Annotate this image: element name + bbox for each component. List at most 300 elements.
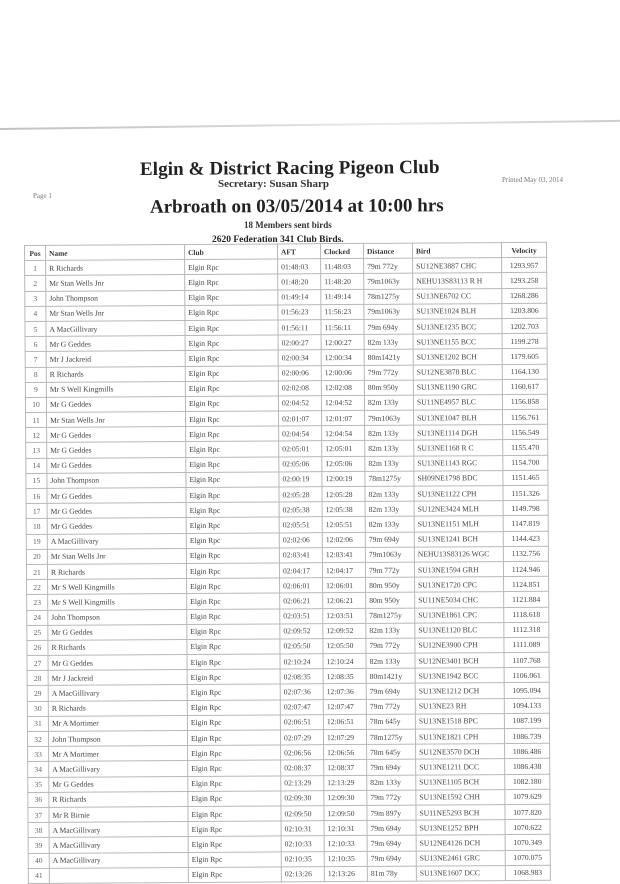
cell-bird: SU11NE5034 CHC — [415, 592, 504, 608]
cell-name: R Richards — [47, 563, 186, 579]
cell-aft: 01:48:03 — [278, 259, 321, 274]
cell-club: Elgin Rpc — [188, 745, 281, 761]
col-clocked: Clocked — [320, 243, 363, 258]
cell-club: Elgin Rpc — [187, 624, 280, 640]
cell-aft: 02:02:06 — [279, 532, 322, 547]
cell-aft: 01:56:23 — [278, 304, 321, 319]
cell-clocked: 11:49:14 — [321, 289, 364, 304]
cell-name: John Thompson — [48, 609, 187, 625]
cell-velocity: 1070.349 — [505, 835, 550, 850]
col-club: Club — [185, 244, 278, 260]
cell-bird: SU13NE1211 DCC — [416, 759, 505, 775]
cell-name: Mr G Geddes — [47, 503, 186, 519]
cell-pos: 11 — [26, 412, 47, 427]
cell-bird: SU13NE1821 CPH — [415, 729, 504, 745]
cell-aft: 02:09:50 — [281, 806, 324, 821]
cell-aft: 02:07:36 — [280, 684, 323, 699]
cell-aft: 02:05:06 — [279, 456, 322, 471]
cell-name: R Richards — [48, 639, 187, 655]
cell-pos: 30 — [27, 701, 48, 716]
cell-clocked: 12:05:51 — [322, 517, 365, 532]
cell-pos: 26 — [27, 640, 48, 655]
cell-aft: 02:13:26 — [281, 866, 324, 881]
cell-clocked: 12:06:21 — [323, 593, 366, 608]
cell-name: Mr G Geddes — [47, 427, 186, 443]
cell-distance: 79m1063y — [365, 547, 414, 562]
cell-velocity: 1268.286 — [502, 288, 547, 303]
cell-clocked: 12:10:35 — [324, 851, 367, 866]
cell-clocked: 12:05:28 — [322, 486, 365, 501]
col-aft: AFT — [277, 244, 320, 259]
cell-club: Elgin Rpc — [186, 411, 279, 427]
cell-distance: 79m 694y — [366, 684, 415, 699]
cell-pos: 15 — [26, 473, 47, 488]
cell-pos: 4 — [25, 306, 46, 321]
cell-club: Elgin Rpc — [186, 441, 279, 457]
cell-velocity: 1094.133 — [504, 698, 549, 713]
cell-distance: 79m1063y — [364, 274, 413, 289]
cell-bird: SU13NE1594 GRH — [414, 562, 503, 578]
cell-clocked: 12:07:29 — [323, 729, 366, 744]
cell-velocity: 1160.617 — [502, 379, 547, 394]
cell-aft: 02:00:06 — [278, 365, 321, 380]
cell-velocity: 1112.318 — [504, 622, 549, 637]
cell-distance: 78m 645y — [366, 714, 415, 729]
cell-clocked: 12:10:24 — [323, 653, 366, 668]
cell-aft: 02:04:54 — [279, 426, 322, 441]
cell-club: Elgin Rpc — [186, 472, 279, 488]
cell-aft: 02:00:34 — [278, 350, 321, 365]
cell-bird: SU13NE1190 GRC — [413, 379, 502, 395]
cell-velocity: 1151.465 — [503, 470, 548, 485]
cell-name: Mr Stan Wells Jnr — [47, 412, 186, 428]
cell-pos: 38 — [28, 822, 49, 837]
cell-pos: 27 — [27, 655, 48, 670]
cell-bird: SU13NE1155 BCC — [413, 334, 502, 350]
cell-velocity: 1121.884 — [504, 592, 549, 607]
cell-clocked: 12:06:51 — [323, 714, 366, 729]
cell-clocked: 12:06:56 — [324, 745, 367, 760]
cell-club: Elgin Rpc — [185, 350, 278, 366]
cell-distance: 80m 950y — [366, 577, 415, 592]
cell-name: A MacGillivary — [48, 685, 187, 701]
cell-name: R Richards — [49, 791, 188, 807]
cell-pos: 39 — [28, 838, 49, 853]
club-title: Elgin & District Racing Pigeon Club — [139, 156, 440, 181]
cell-club: Elgin Rpc — [186, 548, 279, 564]
cell-aft: 02:05:51 — [279, 517, 322, 532]
cell-aft: 02:05:38 — [279, 502, 322, 517]
cell-aft: 02:10:35 — [281, 851, 324, 866]
cell-clocked: 12:09:52 — [323, 623, 366, 638]
cell-bird: SU13NE1105 BCH — [416, 774, 505, 790]
cell-clocked: 12:02:08 — [321, 380, 364, 395]
cell-distance: 78m1275y — [365, 471, 414, 486]
cell-bird: SU13NE23 RH — [415, 698, 504, 714]
cell-pos: 20 — [26, 549, 47, 564]
cell-club: Elgin Rpc — [185, 365, 278, 381]
cell-bird: SU13NE1202 BCH — [413, 349, 502, 365]
cell-velocity: 1156.549 — [503, 425, 548, 440]
cell-name: John Thompson — [46, 290, 185, 306]
cell-name: Mr S Well Kingmills — [48, 579, 187, 595]
cell-club: Elgin Rpc — [187, 715, 280, 731]
cell-aft: 02:00:19 — [279, 471, 322, 486]
secretary: Secretary: Susan Sharp — [218, 178, 330, 190]
cell-aft: 01:48:20 — [278, 274, 321, 289]
cell-bird: SU13NE2461 GRC — [416, 850, 505, 866]
cell-club: Elgin Rpc — [187, 654, 280, 670]
cell-aft: 02:05:50 — [280, 639, 323, 654]
cell-bird: SU13NE1592 CHH — [416, 789, 505, 805]
cell-clocked: 12:04:52 — [321, 395, 364, 410]
cell-clocked: 11:56:11 — [321, 319, 364, 334]
cell-name: Mr S Well Kingmills — [48, 594, 187, 610]
cell-club: Elgin Rpc — [187, 639, 280, 655]
cell-aft: 02:04:52 — [278, 396, 321, 411]
cell-distance: 82m 133y — [365, 425, 414, 440]
cell-name: Mr G Geddes — [47, 457, 186, 473]
cell-distance: 80m 950y — [366, 592, 415, 607]
cell-clocked: 12:07:36 — [323, 684, 366, 699]
cell-bird: NEHU13S83113 R H — [413, 273, 502, 289]
cell-velocity: 1086.486 — [505, 743, 550, 758]
cell-bird: SU13NE1143 RGC — [414, 455, 503, 471]
cell-velocity: 1124.946 — [503, 561, 548, 576]
cell-name: R Richards — [46, 366, 185, 382]
cell-pos: 5 — [25, 321, 46, 336]
cell-bird: SU12NE3900 CPH — [415, 637, 504, 653]
cell-distance: 82m 133y — [366, 653, 415, 668]
cell-name: Mr G Geddes — [47, 518, 186, 534]
cell-club: Elgin Rpc — [187, 578, 280, 594]
cell-club: Elgin Rpc — [187, 608, 280, 624]
cell-club: Elgin Rpc — [186, 563, 279, 579]
cell-distance: 79m 897y — [367, 805, 416, 820]
cell-distance: 79m 772y — [364, 258, 413, 273]
cell-bird: SU13NE1024 BLH — [413, 303, 502, 319]
cell-velocity: 1293.258 — [502, 273, 547, 288]
cell-velocity: 1106.061 — [504, 668, 549, 683]
cell-velocity: 1149.798 — [503, 500, 548, 515]
cell-distance: 82m 133y — [365, 516, 414, 531]
cell-bird: SU13NE1720 CPC — [415, 577, 504, 593]
cell-club: Elgin Rpc — [188, 821, 281, 837]
cell-clocked: 11:48:20 — [321, 274, 364, 289]
cell-clocked: 12:05:06 — [322, 456, 365, 471]
cell-aft: 02:09:52 — [280, 623, 323, 638]
cell-distance: 82m 133y — [366, 623, 415, 638]
cell-club: Elgin Rpc — [186, 426, 279, 442]
cell-aft: 02:10:33 — [281, 836, 324, 851]
cell-bird: SU13NE1114 DGH — [414, 425, 503, 441]
cell-name: Mr G Geddes — [47, 442, 186, 458]
cell-aft: 02:01:07 — [279, 411, 322, 426]
cell-bird: SU12NE3570 DCH — [416, 744, 505, 760]
cell-clocked: 12:03:51 — [323, 608, 366, 623]
cell-bird: SU13NE1942 BCC — [415, 668, 504, 684]
cell-pos: 16 — [26, 488, 47, 503]
cell-distance: 79m 694y — [367, 851, 416, 866]
col-bird: Bird — [412, 243, 501, 259]
cell-distance: 79m1063y — [364, 304, 413, 319]
cell-distance: 78m1275y — [366, 608, 415, 623]
cell-name: Mr G Geddes — [48, 624, 187, 640]
cell-club: Elgin Rpc — [188, 760, 281, 776]
cell-aft: 02:10:24 — [280, 654, 323, 669]
cell-distance: 79m 694y — [364, 319, 413, 334]
cell-name: Mr A Mortimer — [49, 746, 188, 762]
cell-velocity: 1199.278 — [502, 333, 547, 348]
cell-club: Elgin Rpc — [187, 700, 280, 716]
cell-name: Mr J Jackreid — [48, 670, 187, 686]
cell-pos: 35 — [28, 777, 49, 792]
cell-clocked: 12:08:35 — [323, 669, 366, 684]
cell-name: Mr Stan Wells Jnr — [46, 275, 185, 291]
cell-velocity: 1068.983 — [505, 865, 550, 880]
cell-aft: 02:07:29 — [280, 730, 323, 745]
cell-pos: 33 — [28, 747, 49, 762]
cell-distance: 82m 133y — [364, 395, 413, 410]
cell-clocked: 12:05:38 — [322, 502, 365, 517]
cell-pos: 37 — [28, 807, 49, 822]
cell-clocked: 11:56:23 — [321, 304, 364, 319]
cell-distance: 80m1421y — [364, 349, 413, 364]
cell-distance: 79m 694y — [367, 835, 416, 850]
cell-aft: 02:06:21 — [280, 593, 323, 608]
cell-bird: SU13NE1047 BLH — [414, 410, 503, 426]
cell-bird: SU13NE1120 BLC — [415, 622, 504, 638]
cell-aft: 02:08:37 — [281, 760, 324, 775]
cell-club: Elgin Rpc — [186, 533, 279, 549]
cell-name: A MacGillivary — [47, 533, 186, 549]
cell-clocked: 12:00:19 — [322, 471, 365, 486]
cell-club: Elgin Rpc — [188, 791, 281, 807]
cell-clocked: 12:03:41 — [322, 547, 365, 562]
cell-velocity: 1154.700 — [503, 455, 548, 470]
cell-distance: 81m 78y — [367, 866, 416, 881]
col-name: Name — [46, 245, 185, 261]
cell-name: Mr G Geddes — [48, 655, 187, 671]
cell-bird: SU12NE4126 DCH — [416, 835, 505, 851]
cell-bird: SU13NE1122 CPH — [414, 486, 503, 502]
cell-pos: 31 — [27, 716, 48, 731]
cell-velocity: 1151.326 — [503, 485, 548, 500]
federation-summary: 2620 Federation 341 Club Birds. — [212, 235, 344, 245]
cell-bird: SU12NE3887 CHC — [413, 258, 502, 274]
cell-distance: 82m 133y — [365, 456, 414, 471]
cell-name: R Richards — [48, 700, 187, 716]
cell-club: Elgin Rpc — [187, 684, 280, 700]
cell-club: Elgin Rpc — [185, 396, 278, 412]
race-title: Arbroath on 03/05/2014 at 10:00 hrs — [149, 195, 444, 218]
cell-distance: 79m 694y — [367, 820, 416, 835]
cell-name: John Thompson — [47, 472, 186, 488]
cell-pos: 32 — [27, 731, 48, 746]
cell-name: A MacGillivary — [49, 837, 188, 853]
cell-aft: 02:06:01 — [280, 578, 323, 593]
cell-distance: 79m 772y — [366, 638, 415, 653]
cell-velocity: 1070.075 — [505, 850, 550, 865]
cell-name: A MacGillivary — [49, 761, 188, 777]
printed-date: Printed May 03, 2014 — [502, 176, 564, 184]
cell-velocity: 1095.094 — [504, 683, 549, 698]
cell-name: Mr A Mortimer — [48, 715, 187, 731]
results-table — [24, 242, 551, 884]
cell-bird: NEHU13S83126 WGC — [414, 546, 503, 562]
cell-clocked: 12:08:37 — [324, 760, 367, 775]
cell-bird: SU12NE3878 BLC — [413, 364, 502, 380]
cell-aft: 02:02:08 — [278, 380, 321, 395]
cell-clocked: 12:00:34 — [321, 350, 364, 365]
cell-clocked: 12:13:26 — [324, 866, 367, 881]
cell-clocked: 12:09:50 — [324, 805, 367, 820]
cell-velocity: 1086.438 — [505, 759, 550, 774]
cell-name: Mr R Birnie — [49, 806, 188, 822]
cell-bird: SU11NE4957 BLC — [413, 394, 502, 410]
cell-club: Elgin Rpc — [186, 517, 279, 533]
cell-clocked: 12:10:33 — [324, 836, 367, 851]
cell-bird: SU12NE3424 MLH — [414, 501, 503, 517]
cell-club: Elgin Rpc — [185, 274, 278, 290]
cell-club: Elgin Rpc — [188, 851, 281, 867]
cell-distance: 79m 694y — [367, 759, 416, 774]
cell-pos: 10 — [25, 397, 46, 412]
col-pos: Pos — [25, 245, 46, 260]
cell-pos: 7 — [25, 352, 46, 367]
cell-pos: 41 — [28, 868, 49, 883]
cell-aft: 02:10:31 — [281, 821, 324, 836]
cell-distance: 79m1063y — [365, 410, 414, 425]
cell-pos: 29 — [27, 686, 48, 701]
page-number: Page 1 — [33, 192, 52, 200]
cell-distance: 80m1421y — [366, 668, 415, 683]
cell-pos: 28 — [27, 671, 48, 686]
cell-distance: 82m 133y — [365, 501, 414, 516]
cell-club: Elgin Rpc — [188, 867, 281, 883]
cell-distance: 79m 772y — [367, 790, 416, 805]
cell-bird: SU13NE1252 BPH — [416, 820, 505, 836]
cell-clocked: 12:00:06 — [321, 365, 364, 380]
cell-bird: SH09NE1798 BDC — [414, 470, 503, 486]
table-row — [28, 865, 550, 883]
cell-pos: 2 — [25, 276, 46, 291]
cell-pos: 14 — [26, 458, 47, 473]
cell-aft: 02:00:27 — [278, 335, 321, 350]
cell-club: Elgin Rpc — [187, 730, 280, 746]
cell-aft: 01:56:11 — [278, 320, 321, 335]
cell-club: Elgin Rpc — [185, 305, 278, 321]
cell-bird: SU11NE5293 BCH — [416, 805, 505, 821]
cell-name: Mr G Geddes — [46, 396, 185, 412]
cell-name: Mr Stan Wells Jnr — [46, 305, 185, 321]
col-distance: Distance — [363, 243, 412, 258]
cell-clocked: 12:02:06 — [322, 532, 365, 547]
cell-name: Mr G Geddes — [49, 776, 188, 792]
cell-clocked: 12:10:31 — [324, 821, 367, 836]
cell-pos: 40 — [28, 853, 49, 868]
cell-clocked: 11:48:03 — [321, 259, 364, 274]
cell-velocity: 1147.819 — [503, 516, 548, 531]
cell-clocked: 12:05:50 — [323, 638, 366, 653]
cell-velocity: 1082.180 — [505, 774, 550, 789]
cell-distance: 82m 133y — [365, 486, 414, 501]
cell-bird: SU13NE1235 BCC — [413, 319, 502, 335]
cell-pos: 18 — [26, 519, 47, 534]
cell-pos: 3 — [25, 291, 46, 306]
cell-name: Mr G Geddes — [47, 488, 186, 504]
cell-distance: 80m 950y — [364, 380, 413, 395]
cell-pos: 17 — [26, 504, 47, 519]
scan-edge-line — [0, 120, 620, 130]
cell-name: A MacGillivary — [49, 822, 188, 838]
cell-name: John Thompson — [48, 731, 187, 747]
cell-velocity: 1079.629 — [505, 789, 550, 804]
cell-aft: 02:09:30 — [281, 790, 324, 805]
cell-velocity: 1118.618 — [504, 607, 549, 622]
cell-name: Mr Stan Wells Jnr — [47, 548, 186, 564]
cell-bird: SU13NE1607 DCC — [416, 865, 505, 881]
members-sent: 18 Members sent birds — [244, 220, 332, 230]
cell-pos: 12 — [26, 428, 47, 443]
cell-bird: SU13NE1212 DCH — [415, 683, 504, 699]
cell-clocked: 12:01:07 — [322, 410, 365, 425]
cell-name: Mr G Geddes — [46, 336, 185, 352]
cell-pos: 19 — [26, 534, 47, 549]
cell-club: Elgin Rpc — [186, 487, 279, 503]
cell-aft: 02:05:01 — [279, 441, 322, 456]
cell-clocked: 12:04:17 — [322, 562, 365, 577]
cell-velocity: 1144.423 — [503, 531, 548, 546]
cell-name: R Richards — [46, 260, 185, 276]
cell-pos: 24 — [27, 610, 48, 625]
cell-distance: 78m1275y — [364, 289, 413, 304]
cell-velocity: 1156.858 — [502, 394, 547, 409]
cell-pos: 1 — [25, 261, 46, 276]
cell-distance: 79m 772y — [364, 365, 413, 380]
cell-clocked: 12:13:29 — [324, 775, 367, 790]
cell-bird: SU13NE1151 MLH — [414, 516, 503, 532]
cell-name: A MacGillivary — [49, 852, 188, 868]
cell-velocity: 1124.851 — [504, 576, 549, 591]
cell-clocked: 12:04:54 — [322, 426, 365, 441]
cell-club: Elgin Rpc — [186, 502, 279, 518]
cell-aft: 02:06:51 — [280, 714, 323, 729]
cell-aft: 01:49:14 — [278, 289, 321, 304]
cell-name: A MacGillivary — [46, 320, 185, 336]
cell-clocked: 12:05:01 — [322, 441, 365, 456]
cell-bird: SU13NE1861 CPC — [415, 607, 504, 623]
cell-pos: 22 — [27, 579, 48, 594]
cell-clocked: 12:07:47 — [323, 699, 366, 714]
cell-velocity: 1203.806 — [502, 303, 547, 318]
cell-aft: 02:07:47 — [280, 699, 323, 714]
cell-name — [49, 867, 188, 883]
cell-clocked: 12:09:30 — [324, 790, 367, 805]
cell-aft: 02:04:17 — [279, 563, 322, 578]
cell-pos: 6 — [25, 336, 46, 351]
cell-clocked: 12:00:27 — [321, 335, 364, 350]
cell-velocity: 1087.199 — [504, 713, 549, 728]
cell-club: Elgin Rpc — [188, 836, 281, 852]
cell-velocity: 1155.470 — [503, 440, 548, 455]
cell-distance: 79m 772y — [366, 699, 415, 714]
cell-name: Mr S Well Kingmills — [46, 381, 185, 397]
cell-velocity: 1077.820 — [505, 804, 550, 819]
cell-aft: 02:05:28 — [279, 487, 322, 502]
cell-aft: 02:06:56 — [281, 745, 324, 760]
cell-velocity: 1070.622 — [505, 819, 550, 834]
